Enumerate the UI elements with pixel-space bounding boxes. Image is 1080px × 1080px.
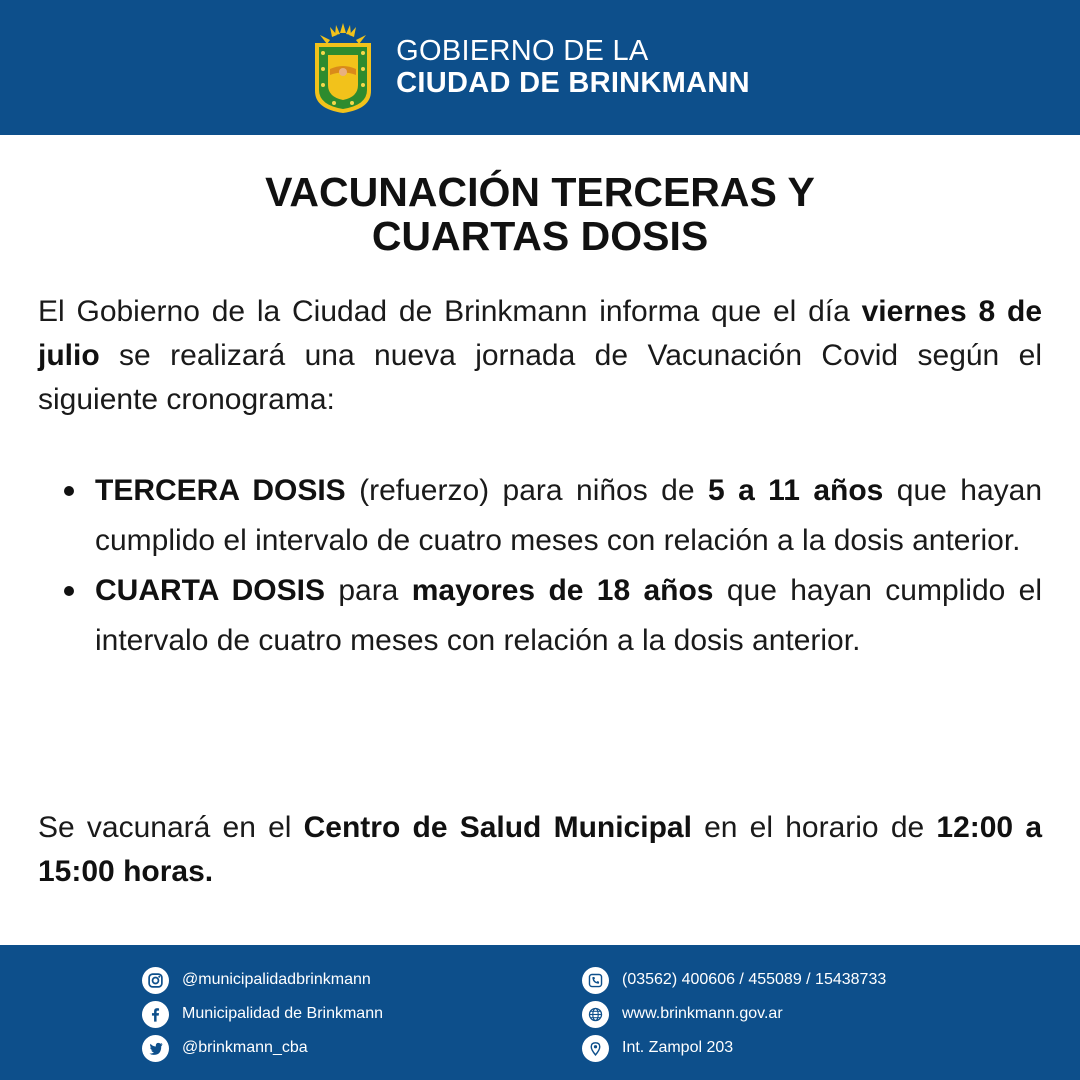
third-dose-label: TERCERA DOSIS bbox=[95, 474, 346, 507]
phone-contact[interactable] bbox=[582, 963, 886, 997]
header-title-line2: CIUDAD DE BRINKMANN bbox=[396, 66, 750, 99]
instagram-link[interactable] bbox=[142, 963, 383, 997]
footer-contacts bbox=[0, 945, 1080, 1080]
page-title bbox=[0, 170, 1080, 258]
globe-icon bbox=[582, 1001, 609, 1028]
facebook-icon bbox=[142, 1001, 169, 1028]
third-dose-age: 5 a 11 años bbox=[707, 474, 884, 507]
header-title-line1: GOBIERNO DE LA bbox=[396, 34, 649, 67]
instagram-icon bbox=[142, 967, 169, 994]
phone-icon bbox=[582, 967, 609, 994]
footer-social-column bbox=[142, 963, 383, 1065]
intro-paragraph bbox=[38, 290, 1042, 422]
twitter-link[interactable] bbox=[142, 1031, 383, 1065]
closing-location: Centro de Salud Municipal bbox=[303, 811, 692, 844]
list-item-third-dose bbox=[38, 466, 1042, 566]
website-url: www.brinkmann.gov.ar bbox=[622, 1005, 783, 1022]
instagram-handle: @municipalidadbrinkmann bbox=[182, 971, 371, 988]
phone-numbers: (03562) 400606 / 455089 / 15438733 bbox=[622, 971, 887, 988]
bullet-dot bbox=[64, 586, 74, 596]
address-contact bbox=[582, 1031, 886, 1065]
fourth-dose-age: mayores de 18 años bbox=[411, 574, 714, 607]
twitter-handle: @brinkmann_cba bbox=[182, 1039, 308, 1056]
closing-text-1: Se vacunará en el bbox=[38, 811, 304, 844]
fourth-dose-text-2: que hayan cumplido el intervalo de cuatro meses con relación a la dosis anterior. bbox=[95, 574, 1043, 657]
facebook-page: Municipalidad de Brinkmann bbox=[182, 1005, 383, 1022]
header-brand bbox=[310, 21, 750, 115]
city-crest-logo bbox=[310, 21, 376, 115]
street-address: Int. Zampol 203 bbox=[622, 1039, 734, 1056]
location-pin-icon bbox=[582, 1035, 609, 1062]
fourth-dose-label: CUARTA DOSIS bbox=[95, 574, 325, 607]
dose-list bbox=[38, 466, 1042, 666]
header-title bbox=[396, 36, 750, 100]
intro-text-2: se realizará una nueva jornada de Vacunación Covid según el siguiente cronograma: bbox=[38, 339, 1042, 416]
header-banner bbox=[0, 0, 1080, 135]
page-title-line2: CUARTAS DOSIS bbox=[371, 213, 709, 259]
third-dose-text-2: que hayan cumplido el intervalo de cuatro meses con relación a la dosis anterior. bbox=[95, 474, 1043, 557]
footer-contact-column bbox=[582, 963, 886, 1065]
bullet-dot bbox=[64, 486, 74, 496]
intro-date: viernes 8 de julio bbox=[38, 295, 1042, 372]
fourth-dose-text-1: para bbox=[325, 574, 412, 607]
closing-paragraph bbox=[38, 806, 1042, 894]
page-title-line1: VACUNACIÓN TERCERAS Y bbox=[265, 169, 815, 215]
closing-text-2: en el horario de bbox=[691, 811, 937, 844]
website-link[interactable] bbox=[582, 997, 886, 1031]
facebook-link[interactable] bbox=[142, 997, 383, 1031]
twitter-icon bbox=[142, 1035, 169, 1062]
intro-text-1: El Gobierno de la Ciudad de Brinkmann informa que el día bbox=[38, 295, 862, 328]
closing-hours: 12:00 a 15:00 horas. bbox=[38, 811, 1043, 888]
third-dose-text-1: (refuerzo) para niños de bbox=[345, 474, 708, 507]
list-item-fourth-dose bbox=[38, 566, 1042, 666]
